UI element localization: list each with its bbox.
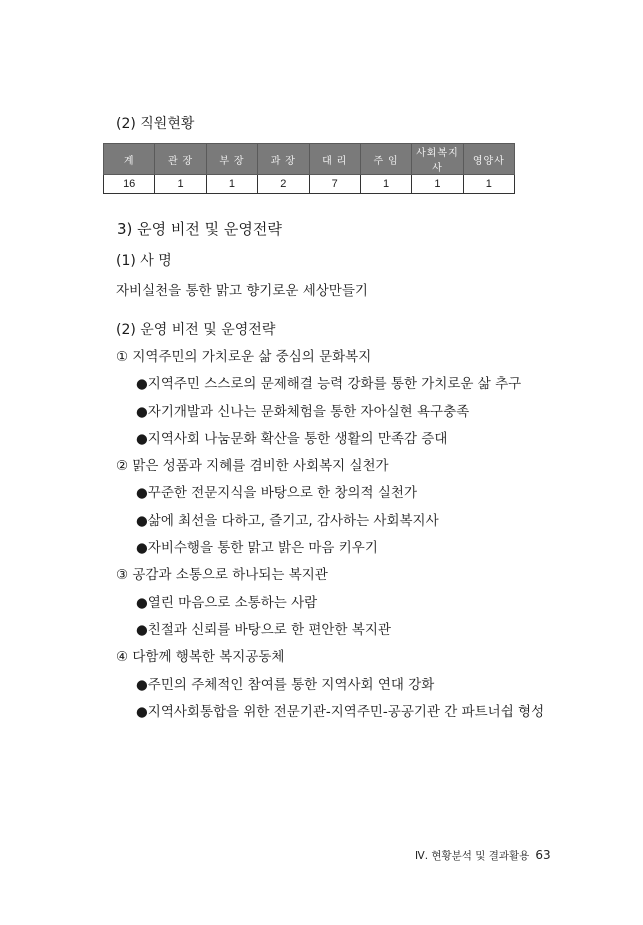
strategy-item: ●주민의 주체적인 참여를 통한 지역사회 연대 강화 — [136, 676, 435, 693]
staff-header-total: 계 — [104, 144, 155, 175]
strategy-item: ●지역사회통합을 위한 전문기관-지역주민-공공기관 간 파트너쉽 형성 — [136, 703, 545, 720]
page-number: 63 — [535, 848, 551, 862]
strategy-item: ●꾸준한 전문지식을 바탕으로 한 창의적 실천가 — [136, 485, 418, 502]
strategy-title: ② 맑은 성품과 지혜를 겸비한 사회복지 실천가 — [116, 458, 389, 475]
strategy-item: ●자비수행을 통한 맑고 밝은 마음 키우기 — [136, 540, 378, 557]
staff-value-nutritionist: 1 — [463, 175, 514, 194]
staff-heading: (2) 직원현황 — [116, 116, 195, 132]
mission-text: 자비실천을 통한 맑고 향기로운 세상만들기 — [116, 283, 368, 299]
strategy-item: ●친절과 신뢰를 바탕으로 한 편안한 복지관 — [136, 621, 391, 638]
staff-value-assistant-manager: 7 — [309, 175, 360, 194]
strategy-title: ③ 공감과 소통으로 하나되는 복지관 — [116, 567, 328, 584]
strategy-item: ●지역주민 스스로의 문제해결 능력 강화를 통한 가치로운 삶 추구 — [136, 376, 522, 393]
strategy-item: ●자기개발과 신나는 문화체험을 통한 자아실현 욕구충족 — [136, 403, 470, 420]
strategy-title: ① 지역주민의 가치로운 삶 중심의 문화복지 — [116, 349, 372, 365]
staff-header-nutritionist: 영양사 — [463, 144, 514, 175]
staff-value-senior-staff: 1 — [360, 175, 411, 194]
strategy-item: ●지역사회 나눔문화 확산을 통한 생활의 만족감 증대 — [136, 430, 448, 447]
staff-header-assistant-manager: 대 리 — [309, 144, 360, 175]
staff-table — [103, 143, 515, 194]
staff-value-social-worker: 1 — [412, 175, 463, 194]
section-heading: 3) 운영 비전 및 운영전략 — [117, 220, 282, 238]
strategy-list — [116, 347, 636, 729]
staff-header-section-chief: 과 장 — [258, 144, 309, 175]
mission-heading: (1) 사 명 — [116, 253, 172, 269]
footer-chapter: Ⅳ. 현황분석 및 결과활용 — [415, 850, 530, 862]
page-footer — [415, 848, 551, 863]
staff-header-director: 관 장 — [155, 144, 206, 175]
strategy-heading: (2) 운영 비전 및 운영전략 — [116, 322, 276, 338]
staff-header-deputy-director: 부 장 — [206, 144, 257, 175]
staff-value-section-chief: 2 — [258, 175, 309, 194]
strategy-item: ●열린 마음으로 소통하는 사람 — [136, 594, 318, 611]
staff-table-row — [104, 175, 515, 194]
strategy-title: ④ 다함께 행복한 복지공동체 — [116, 649, 285, 666]
staff-value-total: 16 — [104, 175, 155, 194]
strategy-item: ●삶에 최선을 다하고, 즐기고, 감사하는 사회복지사 — [136, 512, 439, 529]
staff-value-deputy-director: 1 — [206, 175, 257, 194]
staff-table-header-row — [104, 144, 515, 175]
staff-header-social-worker: 사회복지사 — [412, 144, 463, 175]
staff-header-senior-staff: 주 임 — [360, 144, 411, 175]
staff-value-director: 1 — [155, 175, 206, 194]
